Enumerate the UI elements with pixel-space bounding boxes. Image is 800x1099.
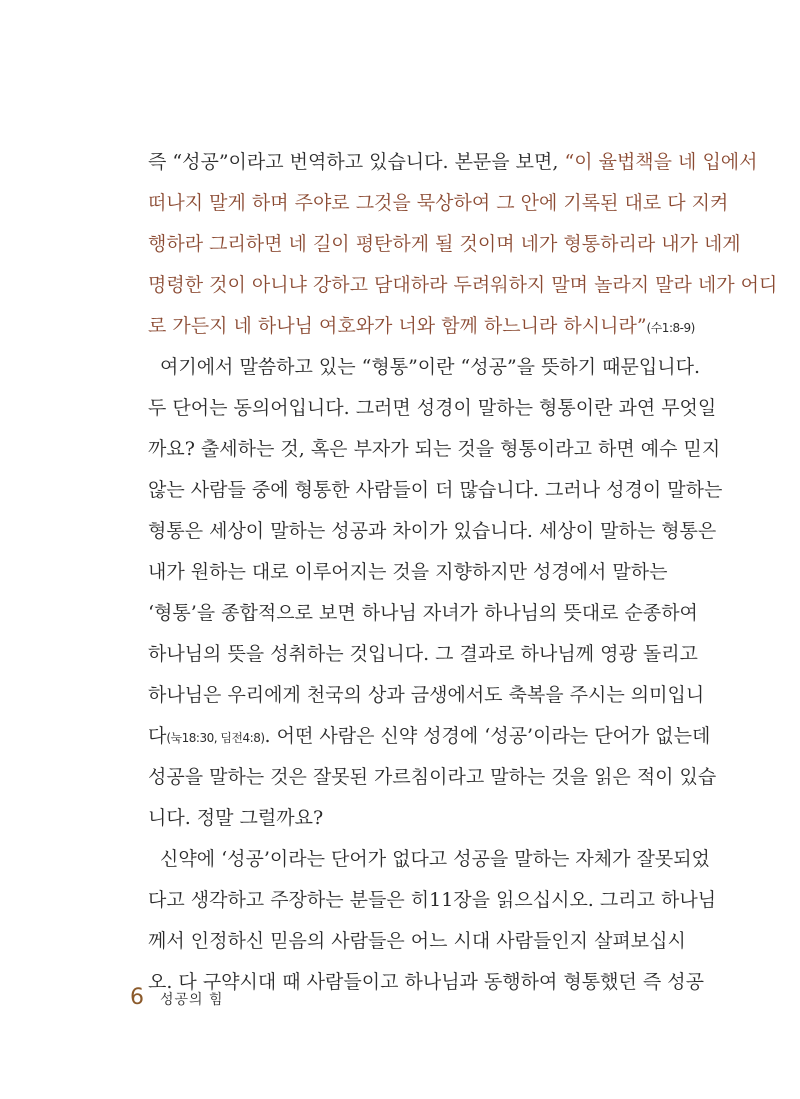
paragraph-2-line-7: ‘형통’을 종합적으로 보면 하나님 자녀가 하나님의 뜻대로 순종하여: [148, 602, 698, 624]
paragraph-2-line-11: 성공을 말하는 것은 잘못된 가르침이라고 말하는 것을 읽은 적이 있습: [148, 766, 717, 788]
scripture-quote-start: “이 율법책을 네 입에서: [564, 151, 758, 173]
paragraph-3-line-4: 오. 다 구약시대 때 사람들이고 하나님과 동행하여 형통했던 즉 성공: [148, 971, 704, 993]
paragraph-2-line-8: 하나님의 뜻을 성취하는 것입니다. 그 결과로 하나님께 영광 돌리고: [148, 643, 698, 665]
page-footer: [130, 985, 224, 1010]
paragraph-2-line-10: [148, 716, 711, 757]
paragraph-2-line-10-start: 다: [148, 725, 167, 747]
paragraph-2-line-6: 내가 원하는 대로 이루어지는 것을 지향하지만 성경에서 말하는: [148, 561, 668, 583]
paragraph-3-line-1: 신약에 ‘성공’이라는 단어가 없다고 성공을 말하는 자체가 잘못되었: [160, 848, 710, 870]
text-line-1: [148, 142, 758, 183]
paragraph-2-line-3: 까요? 출세하는 것, 혹은 부자가 되는 것을 형통이라고 하면 예수 믿지: [148, 438, 721, 460]
paragraph-2-line-9: 하나님은 우리에게 천국의 상과 금생에서도 축복을 주시는 의미입니: [148, 684, 705, 706]
paragraph-2-line-2: 두 단어는 동의어입니다. 그러면 성경이 말하는 형통이란 과연 무엇일: [148, 397, 717, 419]
paragraph-2-line-1: 여기에서 말씀하고 있는 “형통”이란 “성공”을 뜻하기 때문입니다.: [160, 356, 700, 378]
text-line-5: [148, 306, 695, 347]
paragraph-2-line-5: 형통은 세상이 말하는 성공과 차이가 있습니다. 세상이 말하는 형통은: [148, 520, 717, 542]
paragraph-3-line-3: 께서 인정하신 믿음의 사람들은 어느 시대 사람들인지 살펴보십시: [148, 930, 686, 952]
scripture-quote-line-4: 명령한 것이 아니냐 강하고 담대하라 두려워하지 말며 놀라지 말라 네가 어디: [148, 274, 778, 296]
body-text: [148, 142, 778, 1003]
paragraph-2-line-12: 니다. 정말 그럴까요?: [148, 807, 324, 829]
paragraph-3-line-2: 다고 생각하고 주장하는 분들은 히11장을 읽으십시오. 그리고 하나님: [148, 889, 717, 911]
scripture-reference: (수1:8-9): [646, 321, 695, 335]
scripture-quote-end: 로 가든지 네 하나님 여호와가 너와 함께 하느니라 하시니라”: [148, 315, 647, 337]
paragraph-2-line-10-end: . 어떤 사람은 신약 성경에 ‘성공’이라는 단어가 없는데: [264, 725, 711, 747]
scripture-quote-line-3: 행하라 그리하면 네 길이 평탄하게 될 것이며 네가 형통하리라 내가 네게: [148, 233, 741, 255]
scripture-quote-line-2: 떠나지 말게 하며 주야로 그것을 묵상하여 그 안에 기록된 대로 다 지켜: [148, 192, 729, 214]
book-title: 성공의 힘: [160, 992, 224, 1008]
paragraph-2-line-4: 않는 사람들 중에 형통한 사람들이 더 많습니다. 그러나 성경이 말하는: [148, 479, 723, 501]
text-line-1-plain: 즉 “성공”이라고 번역하고 있습니다. 본문을 보면,: [148, 151, 559, 173]
scripture-reference-2: (눅18:30, 딤전4:8): [166, 731, 265, 745]
page-number: 6: [130, 985, 144, 1010]
